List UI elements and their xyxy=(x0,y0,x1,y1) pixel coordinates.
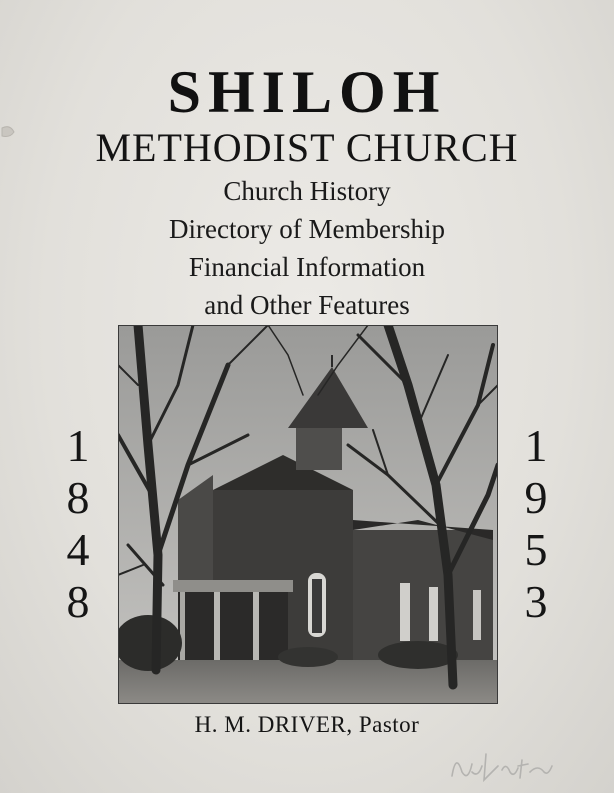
year-end-digit: 3 xyxy=(524,576,548,627)
year-start-digit: 8 xyxy=(66,472,90,523)
year-start xyxy=(58,420,98,628)
church-photo xyxy=(118,325,498,704)
feature-item-directory: Directory of Membership xyxy=(169,214,445,244)
feature-list xyxy=(0,172,614,324)
feature-item-history: Church History xyxy=(223,176,391,206)
year-end xyxy=(516,420,556,628)
year-end-digit: 1 xyxy=(524,420,548,471)
year-start-digit: 4 xyxy=(66,524,90,575)
year-end-digit: 5 xyxy=(524,524,548,575)
feature-item-other: and Other Features xyxy=(204,290,410,320)
year-start-digit: 8 xyxy=(66,576,90,627)
feature-item-financial: Financial Information xyxy=(188,252,426,282)
handwritten-duplicate-note xyxy=(448,742,558,786)
year-start-digit: 1 xyxy=(66,420,90,471)
pastor-line: H. M. DRIVER, Pastor xyxy=(194,712,420,737)
church-illustration xyxy=(118,325,498,704)
year-end-digit: 9 xyxy=(524,472,548,523)
page-title: SHILOH xyxy=(167,59,447,125)
page-subtitle: METHODIST CHURCH xyxy=(95,125,519,170)
